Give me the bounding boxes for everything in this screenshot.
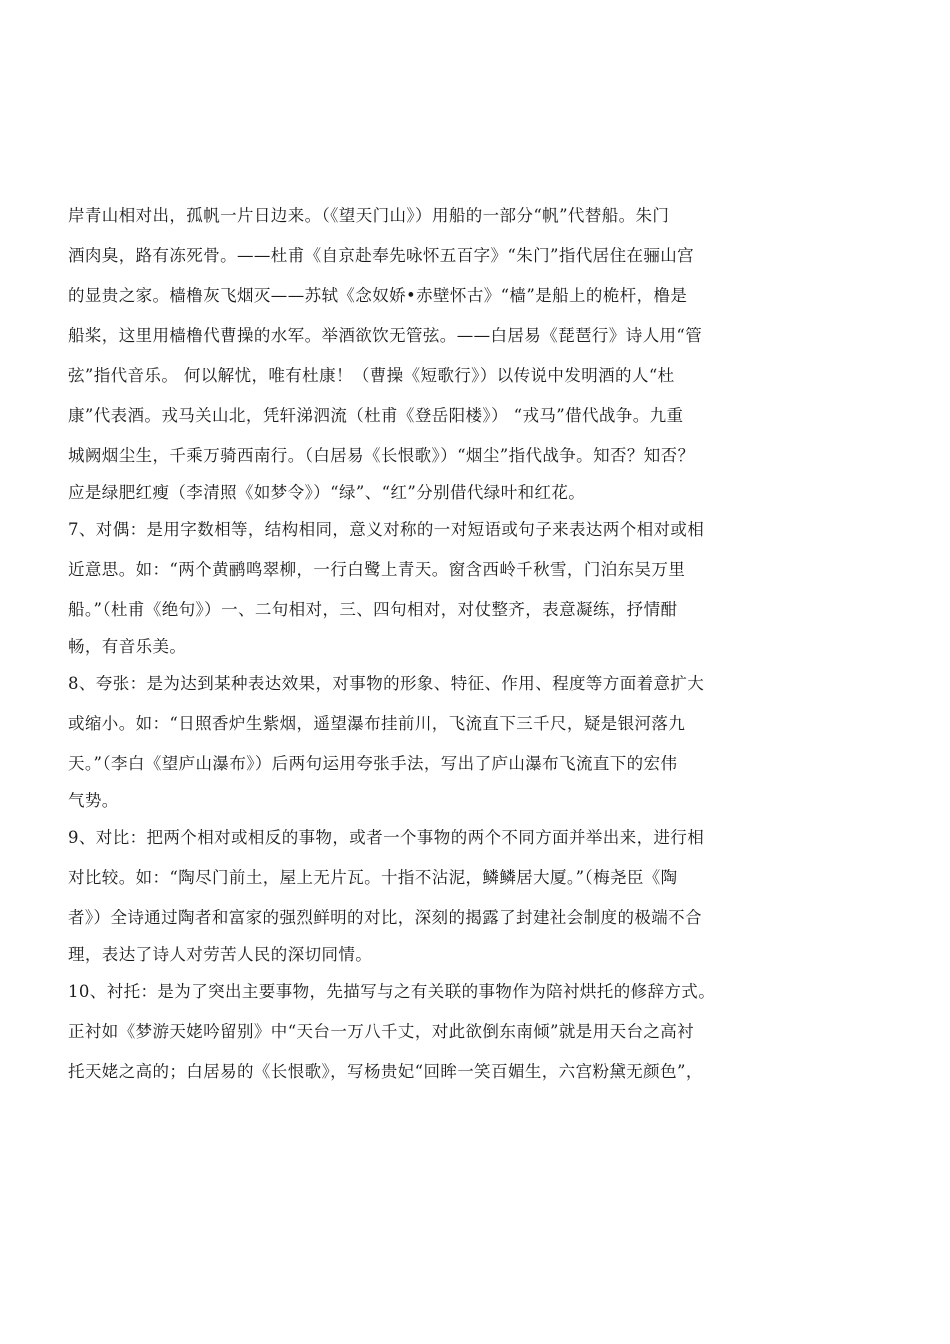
- text-line: 畅，有音乐美。: [68, 637, 187, 656]
- text-line: 天。”（李白《望庐山瀑布》）后两句运用夸张手法，写出了庐山瀑布飞流直下的宏伟: [68, 754, 678, 773]
- text-line: 康”代表酒。戎马关山北，凭轩涕泗流（杜甫《登岳阳楼》） “戎马”借代战争。九重: [68, 406, 684, 425]
- paragraph-7-line: 7、对偶：是用字数相等，结构相同，意义对称的一对短语或句子来表达两个相对或相: [68, 520, 705, 539]
- text-line: 或缩小。如：“日照香炉生紫烟，遥望瀑布挂前川，飞流直下三千尺，疑是银河落九: [68, 714, 686, 733]
- text-line: 岸青山相对出，孤帆一片日边来。（《望天门山》）用船的一部分“帆”代替船。朱门: [68, 206, 670, 225]
- text-line: 城阙烟尘生，千乘万骑西南行。（白居易《长恨歌》）“烟尘”指代战争。知否？知否？: [68, 446, 695, 465]
- document-body: [68, 196, 728, 1092]
- text-line: 近意思。如：“两个黄鹂鸣翠柳，一行白鹭上青天。窗含西岭千秋雪，门泊东吴万里: [68, 560, 686, 579]
- text-line: 的显贵之家。樯橹灰飞烟灭——苏轼《念奴娇•赤壁怀古》“樯”是船上的桅杆，橹是: [68, 286, 688, 305]
- paragraph-9-line: 9、对比：把两个相对或相反的事物，或者一个事物的两个不同方面并举出来，进行相: [68, 828, 705, 847]
- text-line: 理，表达了诗人对劳苦人民的深切同情。: [68, 945, 373, 964]
- text-line: 船桨，这里用樯橹代曹操的水军。举酒欲饮无管弦。——白居易《琵琶行》诗人用“管: [68, 326, 703, 345]
- paragraph-10-line: 10、衬托：是为了突出主要事物，先描写与之有关联的事物作为陪衬烘托的修辞方式。: [68, 982, 716, 1001]
- text-line: 对比较。如：“陶尽门前土，屋上无片瓦。十指不沾泥，鳞鳞居大厦。”（梅尧臣《陶: [68, 868, 678, 887]
- text-line: 应是绿肥红瘦（李清照《如梦令》）“绿”、“红”分别借代绿叶和红花。: [68, 483, 586, 502]
- text-line: 托天姥之高的；白居易的《长恨歌》，写杨贵妃“回眸一笑百媚生，六宫粉黛无颜色”，: [68, 1062, 703, 1081]
- text-line: 船。”（杜甫《绝句》）一、二句相对，三、四句相对，对仗整齐，表意凝练，抒情酣: [68, 600, 678, 619]
- text-line: 正衬如《梦游天姥吟留别》中“天台一万八千丈，对此欲倒东南倾”就是用天台之高衬: [68, 1022, 695, 1041]
- text-line: 者》）全诗通过陶者和富家的强烈鲜明的对比，深刻的揭露了封建社会制度的极端不合: [68, 908, 702, 927]
- text-line: 弦”指代音乐。 何以解忧，唯有杜康！（曹操《短歌行》）以传说中发明酒的人“杜: [68, 366, 675, 385]
- text-line: 酒肉臭，路有冻死骨。——杜甫《自京赴奉先咏怀五百字》“朱门”指代居住在骊山宫: [68, 246, 695, 265]
- text-line: 气势。: [68, 791, 119, 810]
- paragraph-8-line: 8、夸张：是为达到某种表达效果，对事物的形象、特征、作用、程度等方面着意扩大: [68, 674, 705, 693]
